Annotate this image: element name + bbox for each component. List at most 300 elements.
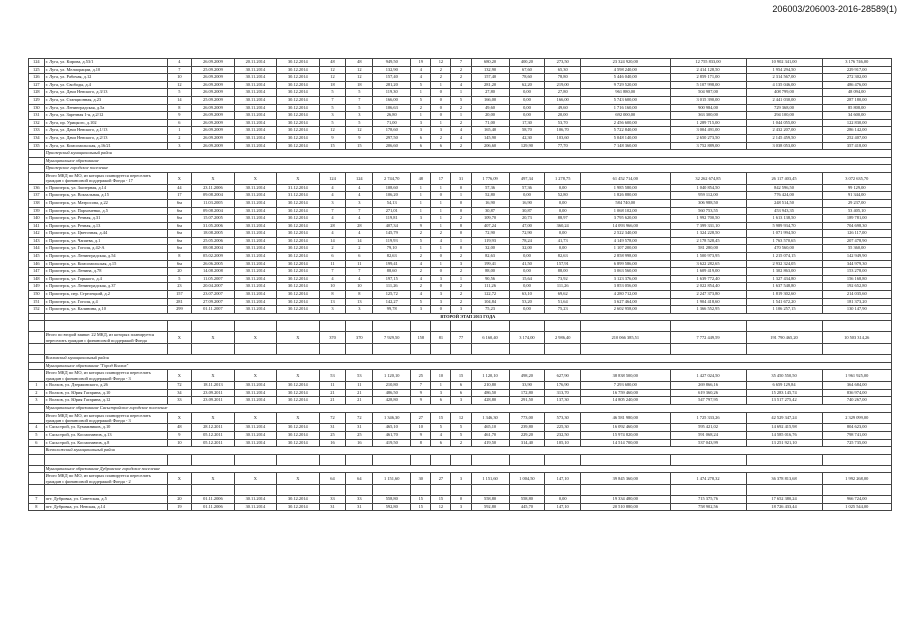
table-cell: 30.12.2014 <box>277 397 319 405</box>
table-cell: 88,00 <box>471 268 509 276</box>
table-cell: 197,15 <box>373 275 411 283</box>
table-cell: 30.12.2014 <box>277 104 319 112</box>
table-cell: 0 <box>431 283 451 291</box>
table-cell <box>822 454 891 465</box>
table-cell: 30.11.2014 <box>234 184 276 192</box>
table-cell: Итого МКД по МО, из которых планируется переселить граждан с финансовой поддержкой Фонда - 3 <box>44 412 167 424</box>
table-cell: X <box>192 370 234 382</box>
table-cell: 28.12.2011 <box>192 424 234 432</box>
table-cell: 461,70 <box>373 432 411 440</box>
table-row <box>29 207 892 215</box>
section-title: Приозерский муниципальный район <box>44 150 891 158</box>
table-cell: 14 <box>167 96 192 104</box>
table-cell: 15,64 <box>509 275 545 283</box>
table-row <box>29 104 892 112</box>
table-cell: 150 <box>29 291 45 299</box>
table-cell: 11 <box>346 260 373 268</box>
table-cell: 30.11.2014 <box>234 199 276 207</box>
table-cell: 82,63 <box>373 253 411 261</box>
table-cell: X <box>192 412 234 424</box>
table-cell: 419,50 <box>471 439 509 447</box>
table-cell: 2 <box>451 291 471 299</box>
table-cell: 232,50 <box>545 432 581 440</box>
table-cell: 145,79 <box>373 230 411 238</box>
table-cell: 30.11.2014 <box>234 237 276 245</box>
table-cell: 3 <box>431 389 451 397</box>
table-row <box>29 268 892 276</box>
table-cell: 1 637 548,80 <box>746 283 822 291</box>
table-cell: 2 314 567,00 <box>746 74 822 82</box>
table-cell: 4 <box>411 260 431 268</box>
table-cell: 5 <box>431 424 451 432</box>
table-cell: Итого МКД по МО, из которых планируется переселить граждан с финансовой поддержкой Фонда - 17 <box>44 172 167 184</box>
table-cell: 949,50 <box>373 59 411 67</box>
table-cell: 30.12.2014 <box>277 275 319 283</box>
table-cell: 142 <box>29 230 45 238</box>
table-cell: 0 <box>431 192 451 200</box>
table-cell: 176,90 <box>545 382 581 390</box>
table-cell <box>451 454 471 465</box>
table-cell: 2 986,40 <box>545 332 581 344</box>
table-cell: 20 510 880,00 <box>581 503 670 511</box>
table-cell: 219,00 <box>545 81 581 89</box>
table-cell: 30.11.2014 <box>234 104 276 112</box>
table-cell: 287 180,00 <box>822 96 891 104</box>
table-cell: 30.12.2014 <box>277 96 319 104</box>
table-cell: 1 474 278,32 <box>670 473 746 485</box>
table-cell: 125,72 <box>373 291 411 299</box>
table-cell: 21 <box>319 389 346 397</box>
table-cell: 20 <box>167 268 192 276</box>
table-cell: 49,60 <box>545 104 581 112</box>
table-cell: 09.08.2004 <box>192 192 234 200</box>
table-cell: 9 <box>411 389 431 397</box>
table-cell: X <box>234 332 276 344</box>
table-cell: 30.12.2014 <box>277 222 319 230</box>
table-cell: 1 <box>451 192 471 200</box>
table-cell: г. Приозерск, ул. Заозерная, д.14 <box>44 184 167 192</box>
table-row <box>29 112 892 120</box>
table-cell: 148 <box>29 275 45 283</box>
table-cell: 23 324 920,00 <box>581 59 670 67</box>
table-cell <box>670 344 746 355</box>
table-cell: 106,20 <box>373 192 411 200</box>
table-cell: 53,70 <box>545 119 581 127</box>
table-cell: 4 <box>346 215 373 223</box>
table-cell: 1 <box>411 245 431 253</box>
table-cell: 8 <box>29 503 45 511</box>
table-cell: 3 072 635,70 <box>822 172 891 184</box>
table-cell: 10 <box>167 74 192 82</box>
section-title: Всеволожский муниципальный район <box>44 447 891 455</box>
table-cell: 69,62 <box>545 291 581 299</box>
table-cell <box>234 485 276 496</box>
table-cell: 09.08.2004 <box>192 207 234 215</box>
table-cell: 132 <box>29 119 45 127</box>
table-cell: 9 729 520,00 <box>581 81 670 89</box>
table-cell <box>373 321 411 332</box>
table-cell: 592,80 <box>373 503 411 511</box>
table-cell: 4 <box>451 81 471 89</box>
table-cell: 1 <box>411 192 431 200</box>
table-cell: 6 <box>319 253 346 261</box>
table-cell: 1 <box>411 112 431 120</box>
table-cell: 2 <box>411 104 431 112</box>
table-cell <box>167 454 192 465</box>
table-cell: 145 <box>29 253 45 261</box>
table-cell: 12 <box>319 127 346 135</box>
table-cell: 3 123 376,00 <box>581 275 670 283</box>
table-cell: г. Луга, ул. Заречная 1-я, д.2/12 <box>44 112 167 120</box>
table-cell: 1 <box>431 184 451 192</box>
table-cell: 5 <box>411 81 431 89</box>
table-cell: 7 <box>411 382 431 390</box>
table-cell <box>581 485 670 496</box>
table-cell <box>29 412 45 424</box>
table-row <box>29 192 892 200</box>
table-cell: 1 <box>411 199 431 207</box>
table-cell: 9 <box>411 222 431 230</box>
table-row <box>29 127 892 135</box>
table-cell: г. Луга, ул. Дачи Невского, д.2/13 <box>44 134 167 142</box>
table-cell: 3 622 282,65 <box>670 260 746 268</box>
table-cell: 3 <box>29 397 45 405</box>
table-cell: 72,90 <box>471 230 509 238</box>
table-cell: 4 <box>319 192 346 200</box>
table-cell: г. Волхов, ул. Юрия Гагарина, д.12 <box>44 397 167 405</box>
table-cell: 4 <box>346 275 373 283</box>
table-cell: 5 048 140,00 <box>581 134 670 142</box>
table-cell: 30.12.2014 <box>277 230 319 238</box>
table-cell: г. Приозерск, ул. Горького, д.4 <box>44 275 167 283</box>
table-cell: 119,93 <box>471 237 509 245</box>
table-row <box>29 432 892 440</box>
table-cell: 419,50 <box>373 439 411 447</box>
table-cell: 91 344,00 <box>822 192 891 200</box>
table-cell: 7 <box>346 268 373 276</box>
table-cell: 2 <box>451 253 471 261</box>
table-cell: 19 334 480,00 <box>581 496 670 504</box>
table-cell: 20.04.2007 <box>192 283 234 291</box>
table-cell: 10 <box>346 283 373 291</box>
table-cell: 0 <box>451 245 471 253</box>
table-cell: 1 040 854,50 <box>670 184 746 192</box>
table-cell: 725 735,00 <box>822 439 891 447</box>
table-cell <box>431 321 451 332</box>
table-cell: 0,00 <box>509 283 545 291</box>
table-cell: 30.11.2014 <box>234 291 276 299</box>
table-cell: 35 450 550,50 <box>746 370 822 382</box>
table-cell: г. Приозерск, ул. Комсомольская, д.15 <box>44 260 167 268</box>
table-cell: 16,90 <box>509 199 545 207</box>
table-cell: 0 <box>451 199 471 207</box>
table-cell: г. Волхов, ул. Дзержинского, д.26 <box>44 382 167 390</box>
table-cell: 30.11.2014 <box>234 112 276 120</box>
table-cell: 3 <box>319 112 346 120</box>
table-cell: 5 <box>346 104 373 112</box>
table-cell: 5 <box>411 96 431 104</box>
table-cell: 147 <box>29 268 45 276</box>
table-cell: 77 <box>451 332 471 344</box>
table-cell: 38 838 500,00 <box>581 370 670 382</box>
table-cell: 8 <box>451 222 471 230</box>
table-cell: 157,40 <box>471 74 509 82</box>
table-cell: 206,60 <box>373 142 411 150</box>
table-cell: 6 <box>346 253 373 261</box>
table-cell: 2 <box>431 230 451 238</box>
table-cell: 136 <box>29 184 45 192</box>
table-cell <box>545 454 581 465</box>
table-cell: 1 <box>167 127 192 135</box>
table-cell: 30.11.2014 <box>234 89 276 97</box>
table-cell: 5 <box>346 119 373 127</box>
table-cell: 291,50 <box>509 397 545 405</box>
table-cell: 27.09.2007 <box>192 298 234 306</box>
blank-row <box>29 485 892 496</box>
table-cell: 1 609 419,00 <box>670 268 746 276</box>
table-cell <box>346 344 373 355</box>
table-cell: 21 <box>319 397 346 405</box>
table-cell: 11 <box>319 260 346 268</box>
table-cell: 172,80 <box>509 389 545 397</box>
table-row <box>29 134 892 142</box>
table-cell: 30.12.2014 <box>277 439 319 447</box>
table-cell: 10 <box>319 283 346 291</box>
table-cell: 157,40 <box>373 74 411 82</box>
table-cell: 2 <box>451 119 471 127</box>
table-cell: 119,93 <box>373 237 411 245</box>
table-cell <box>346 485 373 496</box>
table-cell: 33,90 <box>509 382 545 390</box>
table-cell: 1 716 160,00 <box>581 104 670 112</box>
table-cell: 4 <box>451 134 471 142</box>
table-cell: 2 <box>451 104 471 112</box>
table-cell: 486,50 <box>373 389 411 397</box>
table-cell: 0,00 <box>545 245 581 253</box>
table-cell: 273,50 <box>545 59 581 67</box>
table-cell: 2 932 324,05 <box>746 260 822 268</box>
table-cell: 407,34 <box>373 222 411 230</box>
table-cell: 5 107 998,00 <box>670 81 746 89</box>
table-row <box>29 142 892 150</box>
table-cell: 281 <box>167 298 192 306</box>
table-cell: 57,36 <box>471 184 509 192</box>
table-cell <box>451 485 471 496</box>
table-cell: 0 <box>451 184 471 192</box>
table-cell <box>29 465 45 473</box>
table-cell: 106,70 <box>545 127 581 135</box>
table-cell: 48 094,00 <box>822 89 891 97</box>
table-cell: г. Луга, ул. Дачи Невского, д.1/13 <box>44 127 167 135</box>
table-cell: 1 <box>431 81 451 89</box>
section-heading-row <box>29 405 892 413</box>
table-cell: 32 262 674,85 <box>670 172 746 184</box>
section-title: Приозерское городское поселение <box>44 165 891 173</box>
table-cell: 4 <box>29 424 45 432</box>
table-cell: 143 <box>29 237 45 245</box>
table-cell <box>29 172 45 184</box>
table-cell: 30.11.2014 <box>234 245 276 253</box>
table-cell: 281,20 <box>471 81 509 89</box>
table-cell <box>29 447 45 455</box>
table-cell <box>670 485 746 496</box>
table-cell: X <box>234 473 276 485</box>
table-cell: 30.12.2014 <box>277 199 319 207</box>
table-cell: 5 722 840,00 <box>581 127 670 135</box>
table-row <box>29 306 892 314</box>
table-cell: 191 790 465,20 <box>746 332 822 344</box>
table-cell: 12 <box>167 81 192 89</box>
table-cell: 3 <box>346 199 373 207</box>
table-cell: X <box>277 370 319 382</box>
table-cell: 30.12.2014 <box>277 245 319 253</box>
table-cell: 26.09.2009 <box>192 119 234 127</box>
table-cell: 1 107 200,00 <box>581 245 670 253</box>
table-cell: 4 <box>431 432 451 440</box>
table-cell: 108,60 <box>373 184 411 192</box>
table-cell: 165,40 <box>471 127 509 135</box>
table-cell: 4 280 712,00 <box>581 291 670 299</box>
table-cell: 6м <box>167 199 192 207</box>
table-cell: X <box>192 473 234 485</box>
table-cell: 124 <box>319 172 346 184</box>
table-cell: 740 267,00 <box>822 397 891 405</box>
section-heading-row <box>29 362 892 370</box>
table-cell: 8 <box>319 291 346 299</box>
table-cell: 3 <box>431 298 451 306</box>
table-cell: 364 684,00 <box>822 382 891 390</box>
table-cell: г. Приозерск, ул. Матросова, д.22 <box>44 199 167 207</box>
table-cell: 3 <box>451 260 471 268</box>
table-cell: г. Приозерск, ул. Гоголя, д.42-А <box>44 245 167 253</box>
table-cell: 1 044 055,00 <box>746 119 822 127</box>
table-cell <box>509 344 545 355</box>
table-row <box>29 291 892 299</box>
table-cell: 122 830,00 <box>822 119 891 127</box>
table-cell <box>411 485 431 496</box>
table-row <box>29 397 892 405</box>
table-cell: 178,60 <box>373 127 411 135</box>
table-cell: 2 432 207,00 <box>746 127 822 135</box>
table-cell: 1 541 672,20 <box>746 298 822 306</box>
table-cell: 3 <box>431 291 451 299</box>
table-cell: 23.07.2007 <box>192 291 234 299</box>
table-cell: 804 623,00 <box>822 424 891 432</box>
table-cell: 2 022 854,40 <box>670 283 746 291</box>
table-cell: 18 <box>319 81 346 89</box>
table-cell: 7 <box>319 268 346 276</box>
table-cell: 15 <box>451 370 471 382</box>
table-cell: 2 <box>451 66 471 74</box>
table-cell: 560 753,55 <box>670 207 746 215</box>
table-cell: 2 <box>451 439 471 447</box>
table-cell: 4 <box>451 127 471 135</box>
table-cell: 130 147,90 <box>822 306 891 314</box>
subtotal-row <box>29 370 892 382</box>
table-cell: 0,00 <box>509 192 545 200</box>
table-cell <box>44 454 167 465</box>
stage-heading-row <box>29 313 892 321</box>
table-cell: 0,00 <box>509 104 545 112</box>
table-cell <box>319 454 346 465</box>
table-cell: 6 160,40 <box>471 332 509 344</box>
table-cell: 5 743 600,00 <box>581 96 670 104</box>
table-cell: 53 405,10 <box>822 207 891 215</box>
table-cell <box>29 165 45 173</box>
table-cell: 145,90 <box>471 134 509 142</box>
table-cell: 4 <box>167 59 192 67</box>
table-cell: 149 <box>29 283 45 291</box>
table-cell: г. Луга, ул. Мелиорации, д.10 <box>44 66 167 74</box>
table-cell <box>431 344 451 355</box>
table-cell: 5 <box>346 89 373 97</box>
table-cell: 33 <box>319 496 346 504</box>
table-cell: 47,00 <box>509 222 545 230</box>
table-cell: 6 <box>431 439 451 447</box>
table-cell: 140 <box>29 215 45 223</box>
table-cell: 75,23 <box>471 306 509 314</box>
table-cell: 15 <box>319 142 346 150</box>
table-cell: 30.11.2014 <box>234 230 276 238</box>
table-cell: 14 585 016,76 <box>746 432 822 440</box>
table-cell: 4 <box>319 275 346 283</box>
table-cell: 1 904 418,60 <box>670 298 746 306</box>
table-cell: 30.11.2014 <box>234 119 276 127</box>
table-cell: 5 <box>451 96 471 104</box>
table-cell: X <box>167 332 192 344</box>
table-cell: 119,30 <box>373 89 411 97</box>
table-cell: пгт. Дубровка, ул. Невская, д.14 <box>44 503 167 511</box>
table-cell: 104,84 <box>471 298 509 306</box>
table-cell: 30.11.2014 <box>234 66 276 74</box>
table-cell: 1 <box>451 112 471 120</box>
table-cell: 1 500 973,95 <box>670 253 746 261</box>
table-cell: 0,00 <box>509 268 545 276</box>
table-cell: 1 327 434,80 <box>746 275 822 283</box>
table-cell: г. Приозерск, ул. Ленинградская, д.54 <box>44 253 167 261</box>
table-cell: 729 368,00 <box>746 104 822 112</box>
table-cell: 2 602 958,00 <box>581 306 670 314</box>
table-cell: 6 899 586,00 <box>581 260 670 268</box>
table-cell: 137,30 <box>545 397 581 405</box>
table-cell: 3 <box>411 215 431 223</box>
table-cell: 0 <box>451 207 471 215</box>
table-cell: 15 <box>431 412 451 424</box>
table-cell: 127 <box>29 81 45 89</box>
table-cell: 30.12.2014 <box>277 127 319 135</box>
table-cell: 486,50 <box>471 389 509 397</box>
table-cell: г. Приозерск, ул. Речная, д.31 <box>44 215 167 223</box>
table-cell <box>471 485 509 496</box>
table-row <box>29 237 892 245</box>
table-cell <box>29 157 45 165</box>
table-cell: 30.11.2014 <box>234 215 276 223</box>
table-cell: 9 <box>411 432 431 440</box>
table-cell: 2 <box>411 268 431 276</box>
table-cell <box>319 485 346 496</box>
table-cell: X <box>277 172 319 184</box>
table-cell: 0 <box>431 89 451 97</box>
table-cell: 1 <box>431 207 451 215</box>
table-cell: 26.06.2005 <box>192 260 234 268</box>
table-cell: 1 992 268,00 <box>822 473 891 485</box>
table-cell: 26.09.2009 <box>192 142 234 150</box>
table-cell: 7 <box>346 96 373 104</box>
table-cell: 558,80 <box>509 496 545 504</box>
table-cell: 30.12.2014 <box>277 74 319 82</box>
table-cell: 0,00 <box>509 96 545 104</box>
table-cell: 239,80 <box>509 424 545 432</box>
